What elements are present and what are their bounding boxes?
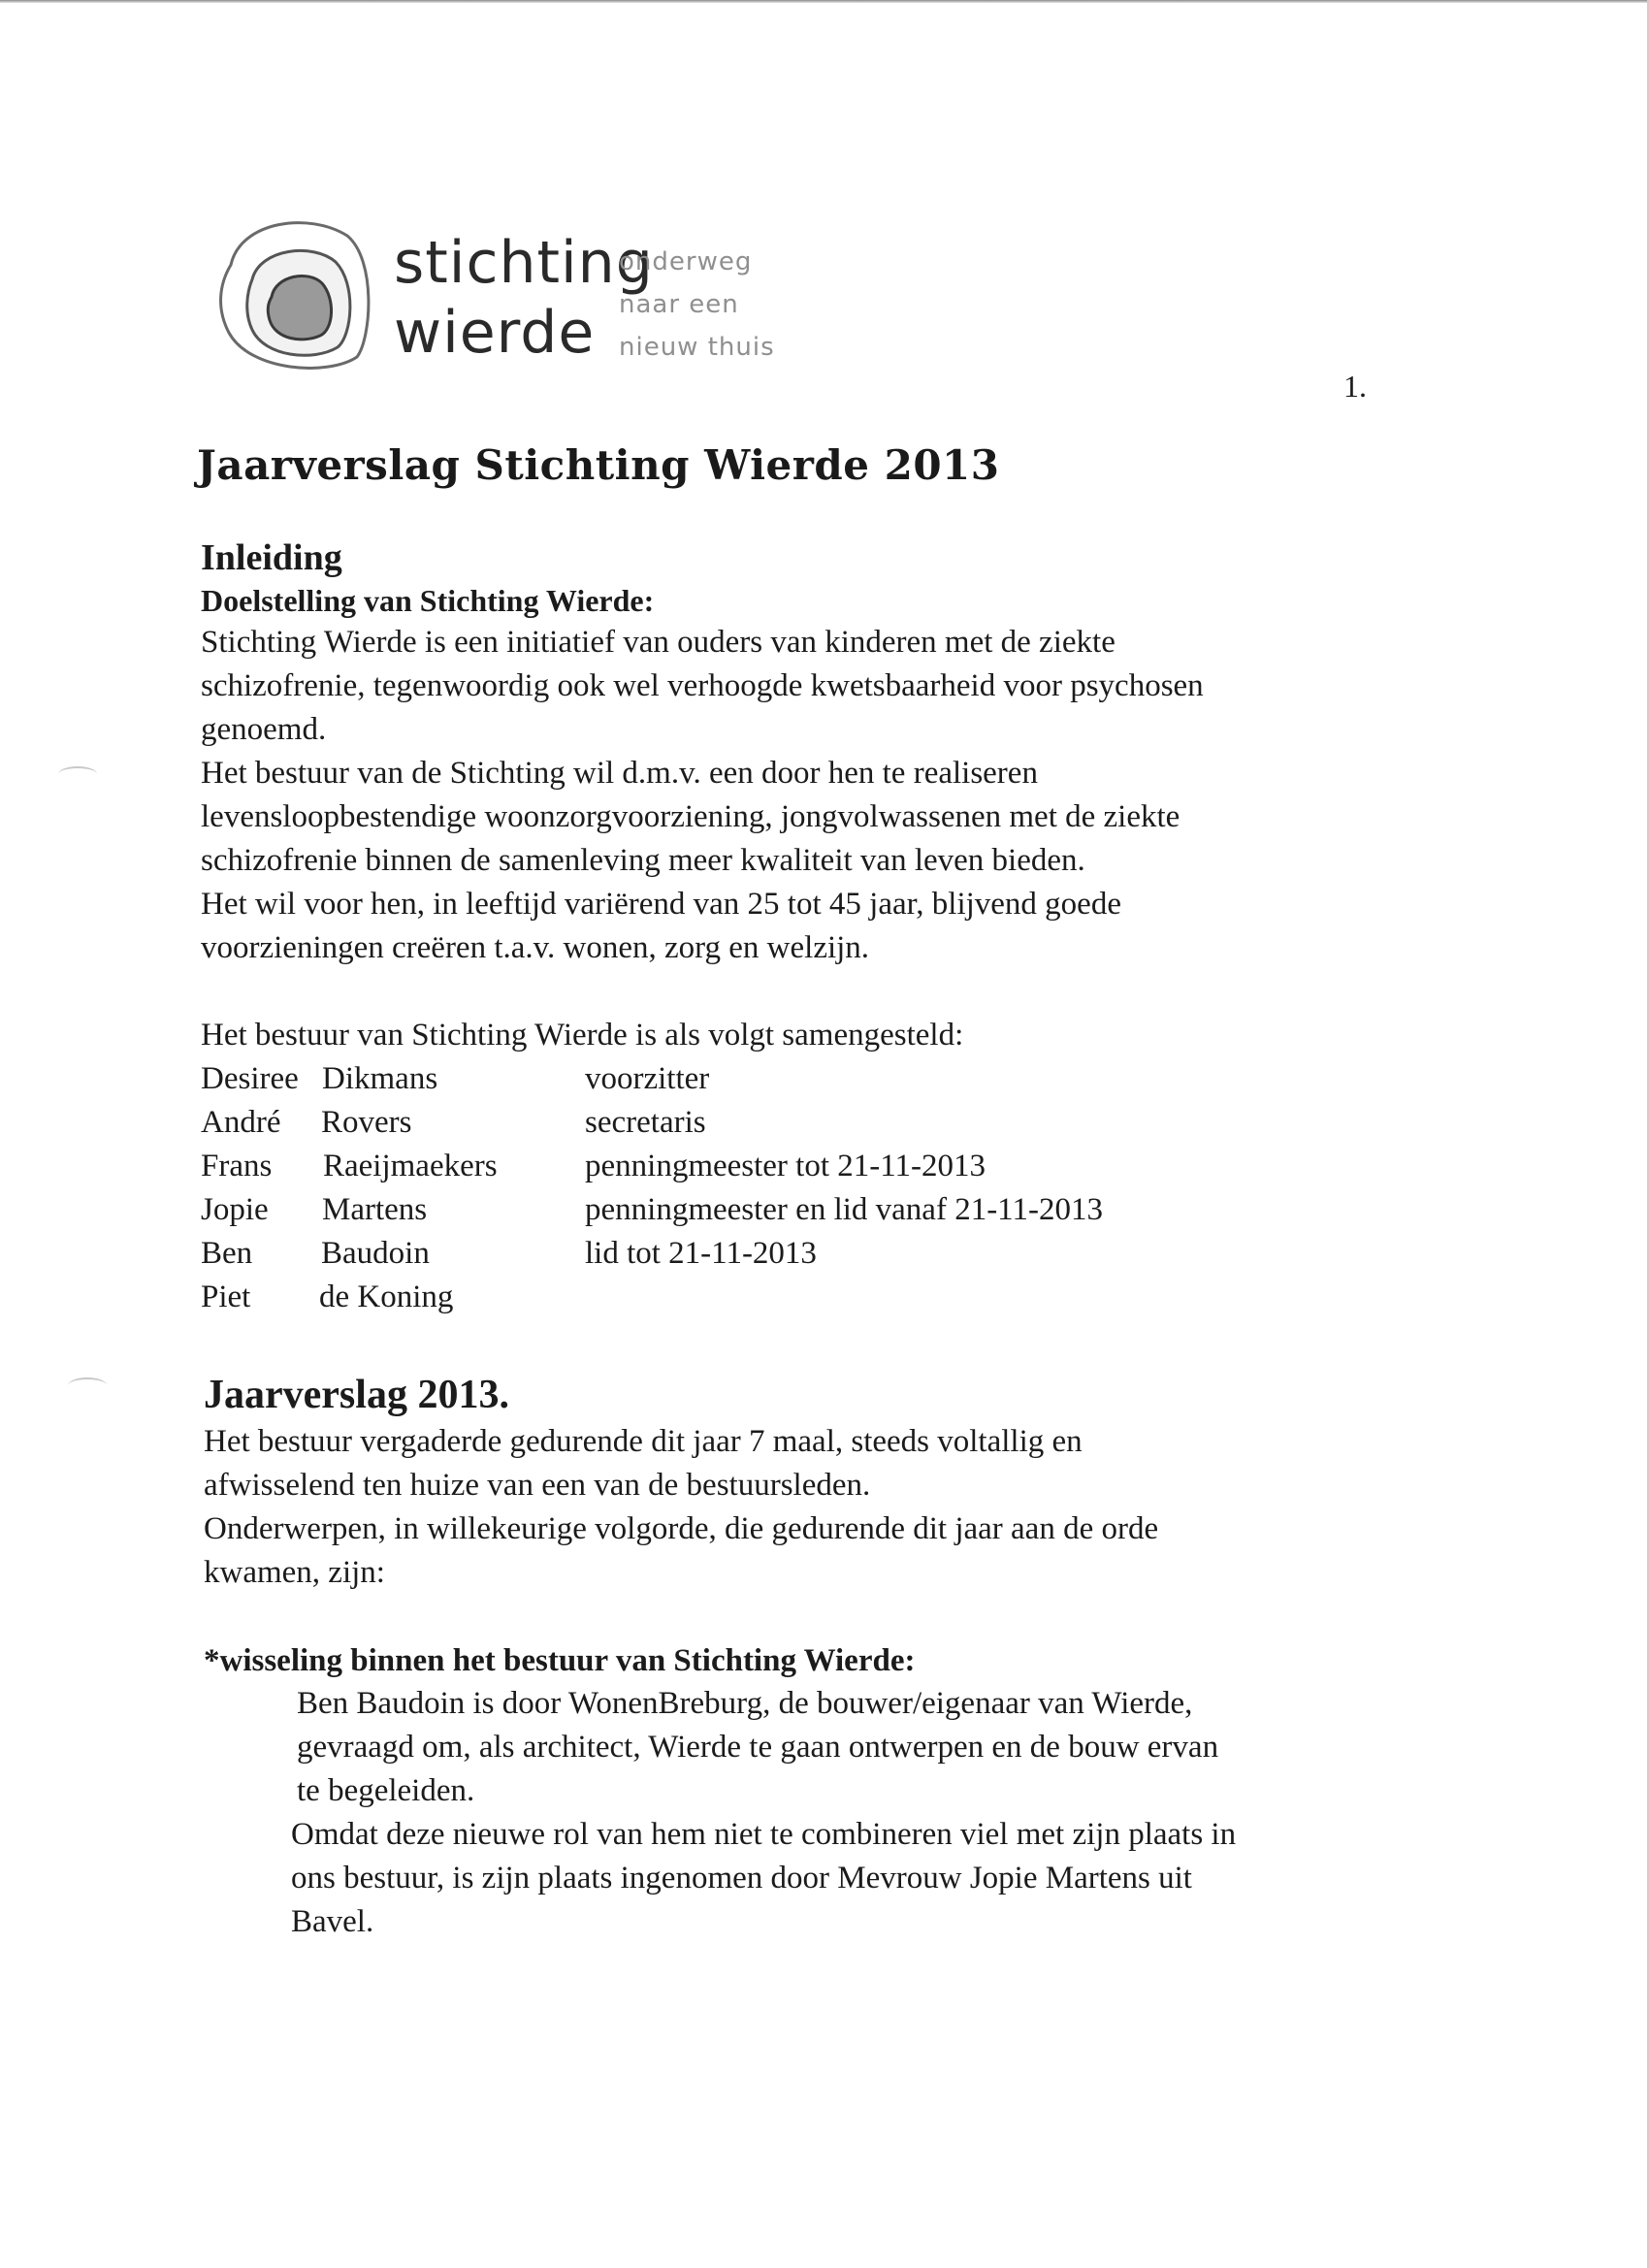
- intro-line: schizofrenie, tegenwoordig ook wel verhoogde kwetsbaarheid voor psychosen: [201, 668, 1204, 703]
- change-line: Ben Baudoin is door WonenBreburg, de bouwer/eigenaar van Wierde,: [297, 1686, 1193, 1721]
- change-heading: *wisseling binnen het bestuur van Stichting Wierde:: [204, 1643, 916, 1678]
- tagline-line: naar een: [619, 290, 739, 319]
- intro-line: Het wil voor hen, in leeftijd variërend van 25 tot 45 jaar, blijvend goede: [201, 887, 1121, 922]
- intro-line: Stichting Wierde is een initiatief van ouders van kinderen met de ziekte: [201, 625, 1116, 660]
- annual-line: Het bestuur vergaderde gedurende dit jaar 7 maal, steeds voltallig en: [204, 1424, 1083, 1459]
- logo-mark-icon: [211, 211, 376, 376]
- intro-line: schizofrenie binnen de samenleving meer kwaliteit van leven bieden.: [201, 843, 1085, 878]
- member-last-name: Rovers: [321, 1105, 412, 1140]
- tagline-line: nieuw thuis: [619, 333, 775, 362]
- change-line: ons bestuur, is zijn plaats ingenomen door Mevrouw Jopie Martens uit: [291, 1861, 1192, 1895]
- intro-section: [201, 535, 1204, 970]
- scan-speck: [58, 766, 97, 782]
- scan-speck: [68, 1377, 107, 1393]
- intro-line: genoemd.: [201, 712, 327, 747]
- annual-line: afwisselend ten huize van een van de bestuursleden.: [204, 1468, 871, 1503]
- member-role: secretaris: [585, 1105, 706, 1140]
- member-first-name: Desiree: [201, 1061, 299, 1096]
- annual-line: Onderwerpen, in willekeurige volgorde, die gedurende dit jaar aan de orde: [204, 1511, 1159, 1546]
- member-first-name: Frans: [201, 1149, 273, 1183]
- logo-word-stichting: stichting: [394, 229, 654, 297]
- logo: [211, 211, 813, 386]
- member-last-name: Raeijmaekers: [323, 1149, 498, 1183]
- member-last-name: Dikmans: [322, 1061, 438, 1096]
- change-line: gevraagd om, als architect, Wierde te gaan ontwerpen en de bouw ervan: [297, 1730, 1219, 1765]
- member-role: voorzitter: [585, 1061, 710, 1096]
- intro-subheading: Doelstelling van Stichting Wierde:: [201, 583, 655, 618]
- board-intro: Het bestuur van Stichting Wierde is als volgt samengesteld:: [201, 1018, 964, 1053]
- intro-line: voorzieningen creëren t.a.v. wonen, zorg en welzijn.: [201, 930, 870, 965]
- member-role: penningmeester en lid vanaf 21-11-2013: [585, 1192, 1103, 1227]
- member-first-name: Ben: [201, 1236, 253, 1271]
- annual-heading: Jaarverslag 2013.: [204, 1373, 509, 1417]
- intro-heading: Inleiding: [201, 537, 342, 578]
- member-last-name: Baudoin: [321, 1236, 430, 1271]
- tagline-line: onderweg: [619, 247, 753, 276]
- annual-section: [204, 1370, 1158, 1595]
- page-title: Jaarverslag Stichting Wierde 2013: [197, 441, 1000, 489]
- logo-tagline: [619, 241, 775, 369]
- member-role: lid tot 21-11-2013: [585, 1236, 817, 1271]
- member-last-name: Martens: [322, 1192, 428, 1227]
- intro-line: levensloopbestendige woonzorgvoorziening, jongvolwassenen met de ziekte: [201, 799, 1180, 834]
- change-line: Bavel.: [291, 1904, 374, 1939]
- logo-word-wierde: wierde: [394, 299, 596, 367]
- change-line: te begeleiden.: [297, 1773, 475, 1808]
- page-number: 1.: [1343, 369, 1367, 404]
- member-last-name: de Koning: [319, 1280, 454, 1314]
- member-first-name: André: [201, 1105, 281, 1140]
- change-line: Omdat deze nieuwe rol van hem niet te combineren viel met zijn plaats in: [291, 1817, 1237, 1852]
- scan-edge-top: [0, 0, 1649, 3]
- change-section: [204, 1639, 1236, 1944]
- annual-line: kwamen, zijn:: [204, 1555, 385, 1590]
- member-role: penningmeester tot 21-11-2013: [585, 1149, 986, 1183]
- member-first-name: Jopie: [201, 1192, 269, 1227]
- intro-line: Het bestuur van de Stichting wil d.m.v. een door hen te realiseren: [201, 756, 1038, 791]
- member-first-name: Piet: [201, 1280, 251, 1314]
